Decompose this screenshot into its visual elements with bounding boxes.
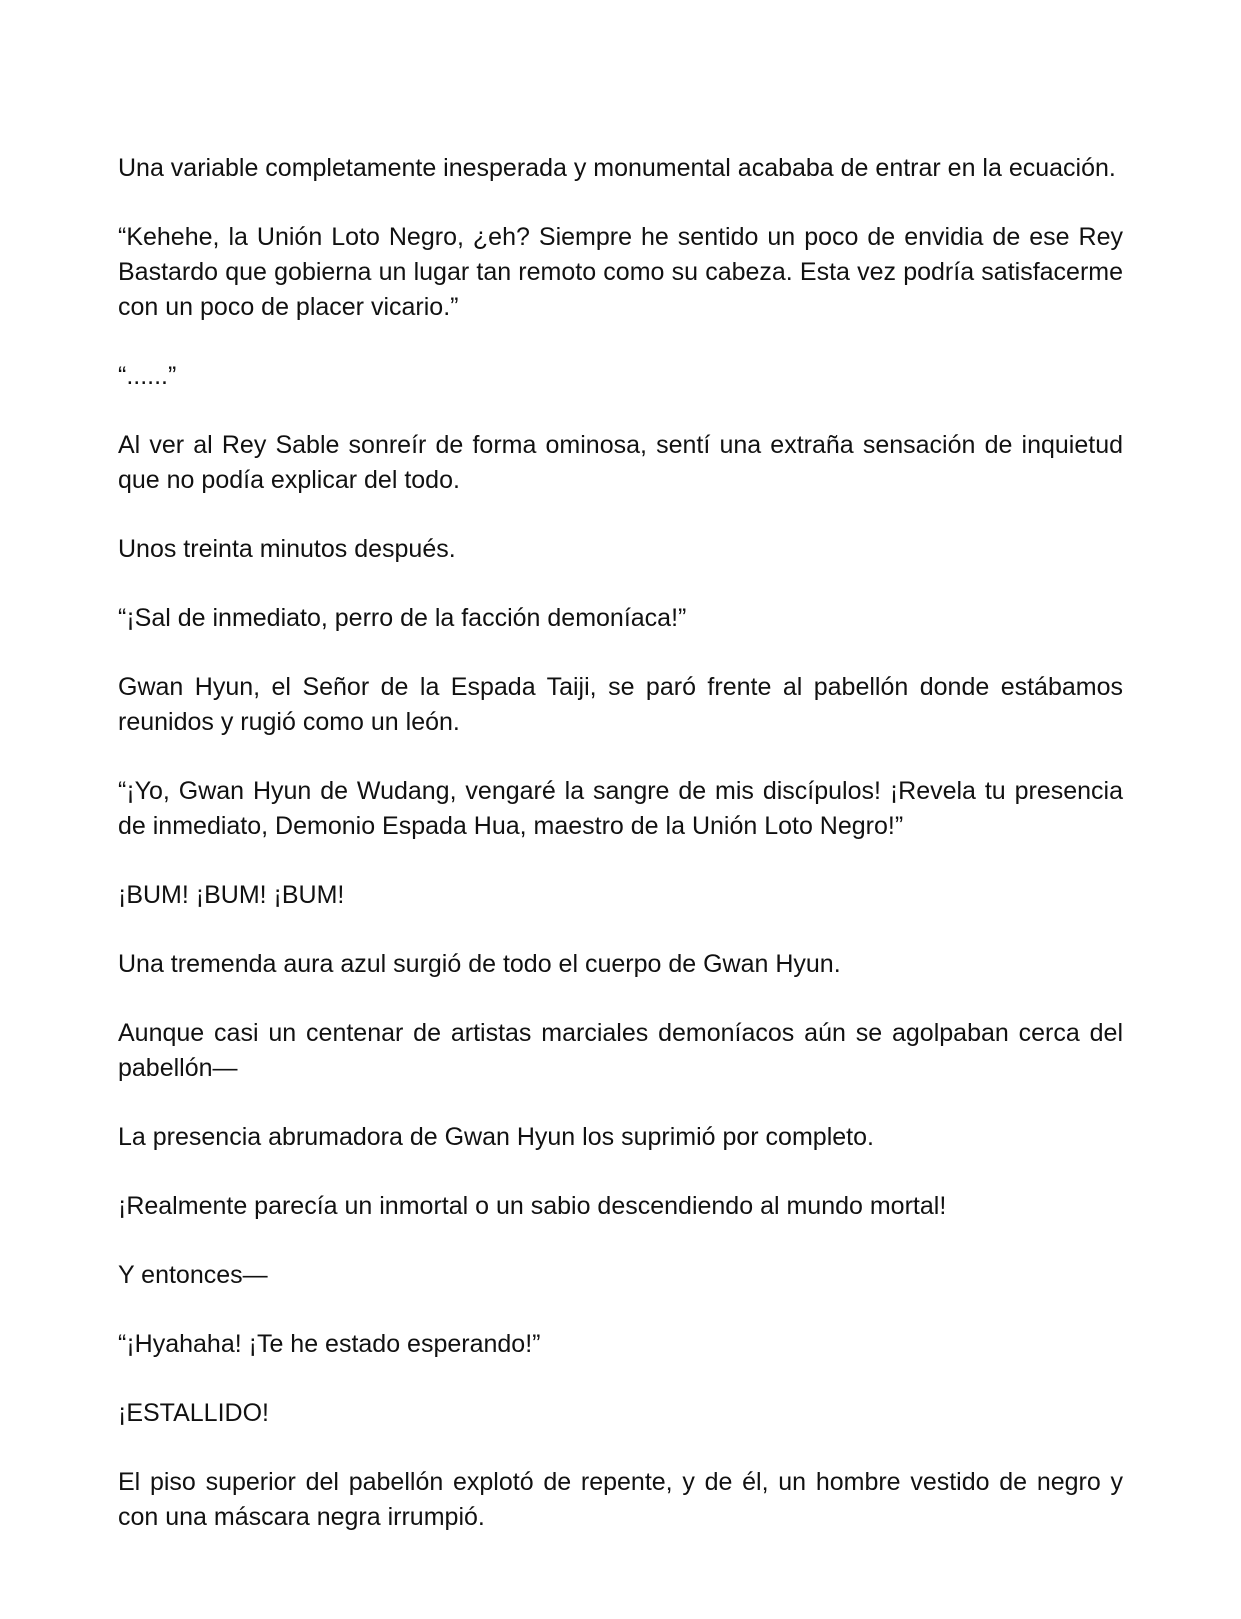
paragraph: Al ver al Rey Sable sonreír de forma ominosa, sentí una extraña sensación de inquietud que no podía explicar del todo. bbox=[118, 431, 1123, 494]
paragraph: El piso superior del pabellón explotó de repente, y de él, un hombre vestido de negro y con una máscara negra irrumpió. bbox=[118, 1468, 1123, 1531]
paragraph: “¡Yo, Gwan Hyun de Wudang, vengaré la sangre de mis discípulos! ¡Revela tu presencia de inmediato, Demonio Espada Hua, maestro de la Unión Loto Negro!” bbox=[118, 777, 1123, 840]
paragraph: “¡Hyahaha! ¡Te he estado esperando!” bbox=[118, 1330, 541, 1358]
paragraph: Gwan Hyun, el Señor de la Espada Taiji, se paró frente al pabellón donde estábamos reunidos y rugió como un león. bbox=[118, 673, 1123, 736]
paragraph: Una tremenda aura azul surgió de todo el cuerpo de Gwan Hyun. bbox=[118, 950, 841, 978]
paragraph: La presencia abrumadora de Gwan Hyun los suprimió por completo. bbox=[118, 1123, 874, 1151]
paragraph: “Kehehe, la Unión Loto Negro, ¿eh? Siempre he sentido un poco de envidia de ese Rey Bastardo que gobierna un lugar tan remoto como su cabeza. Esta vez podría satisfacerme con un poco de placer vicario.” bbox=[118, 223, 1123, 321]
document-page bbox=[118, 151, 1123, 1569]
paragraph: Y entonces— bbox=[118, 1261, 268, 1289]
paragraph: Aunque casi un centenar de artistas marciales demoníacos aún se agolpaban cerca del pabellón— bbox=[118, 1019, 1123, 1082]
paragraph: “¡Sal de inmediato, perro de la facción demoníaca!” bbox=[118, 604, 687, 632]
paragraph: ¡BUM! ¡BUM! ¡BUM! bbox=[118, 881, 345, 909]
paragraph: ¡Realmente parecía un inmortal o un sabio descendiendo al mundo mortal! bbox=[118, 1192, 947, 1220]
paragraph: “......” bbox=[118, 362, 177, 390]
paragraph: ¡ESTALLIDO! bbox=[118, 1399, 269, 1427]
paragraph: Una variable completamente inesperada y monumental acababa de entrar en la ecuación. bbox=[118, 154, 1116, 182]
paragraph: Unos treinta minutos después. bbox=[118, 535, 456, 563]
